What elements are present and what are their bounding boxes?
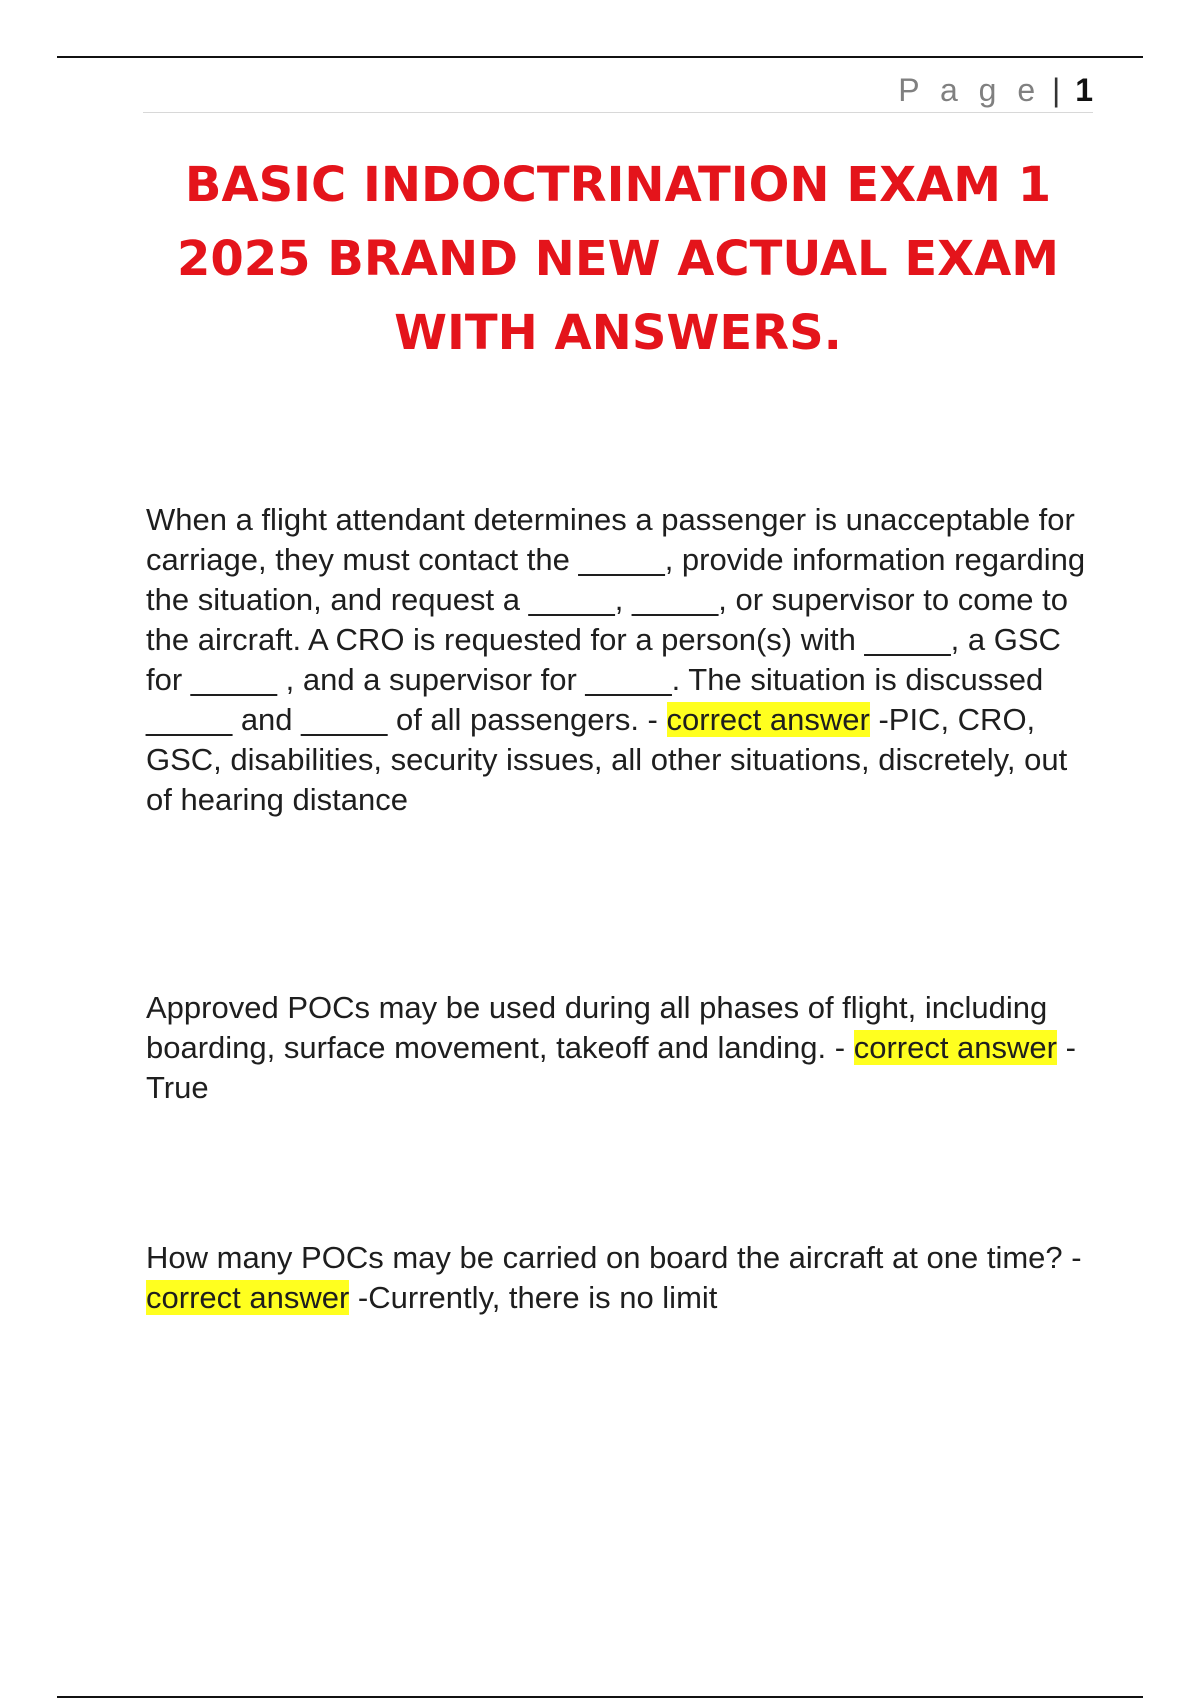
page-word: P a g e — [898, 72, 1042, 108]
correct-answer-label: correct answer — [853, 1030, 1057, 1065]
correct-answer-label: correct answer — [666, 702, 870, 737]
page-number-value: 1 — [1075, 72, 1093, 108]
title-line-2: 2025 BRAND NEW ACTUAL EXAM — [176, 231, 1060, 287]
page-number — [898, 72, 1093, 108]
question-block — [146, 988, 1096, 1108]
correct-answer-label: correct answer — [146, 1280, 350, 1315]
title-line-3: WITH ANSWERS. — [394, 305, 842, 361]
answer-text: -True — [146, 1030, 1076, 1105]
question-text: When a flight attendant determines a passenger is unacceptable for carriage, they must contact the _____, provide information regarding the situation, and request a _____, _____, or supervisor to come to the aircraft. A CRO is requested for a person(s) with _____, a GSC for _____ , and a supervisor for _____. The situation is discussed _____ and _____ of all passengers. - — [146, 502, 1086, 737]
page-separator: | — [1052, 72, 1061, 108]
question-text: Approved POCs may be used during all phases of flight, including boarding, surface movement, takeoff and landing. - — [146, 990, 1048, 1065]
document-title — [143, 148, 1093, 370]
top-rule — [57, 56, 1143, 58]
bottom-rule — [57, 1696, 1143, 1698]
title-line-1: BASIC INDOCTRINATION EXAM 1 — [184, 157, 1052, 213]
answer-text: -PIC, CRO, GSC, disabilities, security issues, all other situations, discretely, out of hearing distance — [146, 702, 1068, 817]
page-header — [143, 66, 1093, 113]
question-block — [146, 1238, 1096, 1318]
question-block — [146, 500, 1096, 820]
answer-text: -Currently, there is no limit — [357, 1280, 718, 1315]
question-text: How many POCs may be carried on board the aircraft at one time? - — [146, 1240, 1082, 1275]
